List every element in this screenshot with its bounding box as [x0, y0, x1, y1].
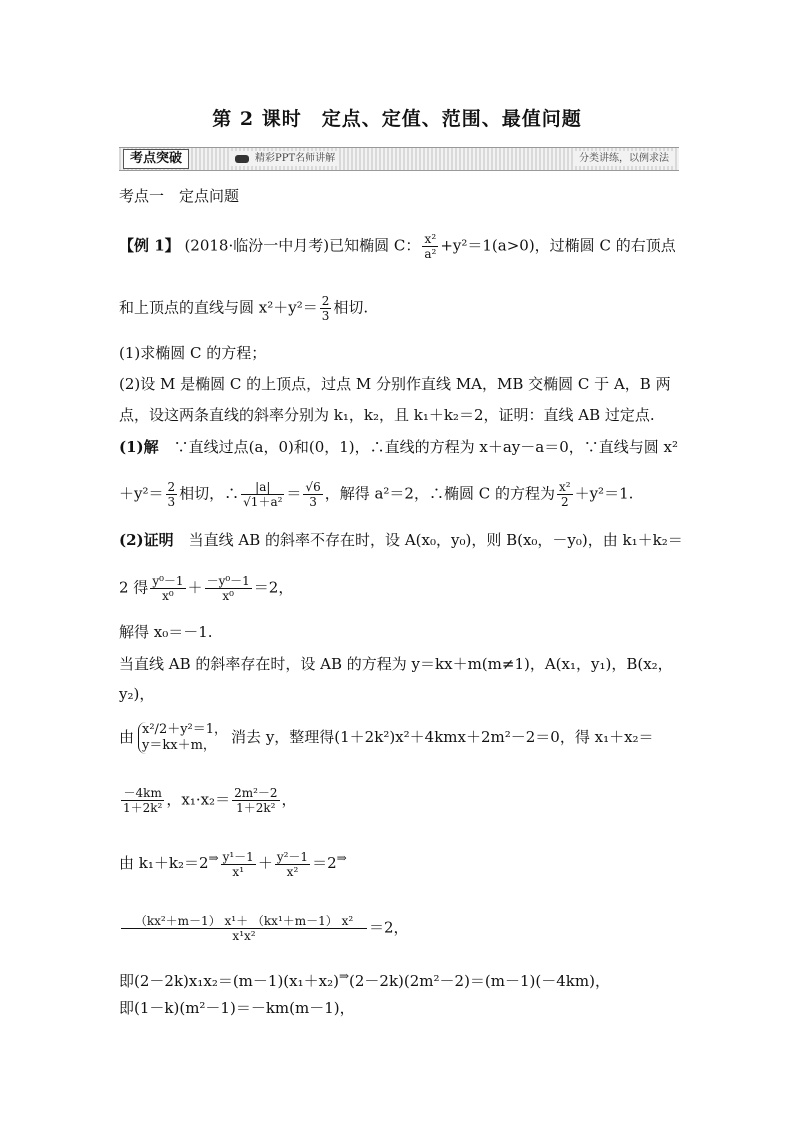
solution-1-line-2: ＋y²＝ $\frac{2}{3}$ 相切，∴ $\frac{|a|}{\text{√1＋a²}}$ ＝ $\frac{√6}{3}$ ，解得 a²＝2，∴椭圆 C 的方程为 $\frac{\text{x²}}{2}$ ＋y²＝1.: [119, 480, 634, 509]
implies-arrow-icon: ⇒: [338, 969, 350, 983]
solution-1-line-1: (1)解 ∵直线过点(a，0)和(0，1)，∴直线的方程为 x＋ay－a＝0，∵直线与圆 x²: [119, 438, 679, 456]
solution-2-line-11: 即(1－k)(m²－1)＝－km(m－1)，: [119, 999, 355, 1017]
solution-2-line-3: 解得 x₀＝－1.: [119, 623, 213, 641]
banner-tag: 考点突破: [123, 149, 189, 169]
example-line-1: 【例 1】 (2018·临汾一中月考)已知椭圆 C： $\frac{\text{x²}}{\text{a²}}$ +y²＝1(a>0)，过椭圆 C 的右顶点: [119, 232, 676, 261]
fraction: $\frac{\text{y⁰－1}}{\text{x⁰}}$: [152, 574, 184, 603]
fraction: $\frac{\text{2m²－2}}{\text{1＋2k²}}$: [234, 786, 278, 815]
ellipse-fraction: $\frac{\text{x²}}{\text{a²}}$: [424, 232, 437, 261]
pointing-hand-icon: [235, 155, 249, 163]
solution-2-system: 由 x²/2＋y²＝1， y＝kx＋m， 消去 y，整理得(1＋2k²)x²＋4kmx＋2m²－2＝0，得 x₁＋x₂＝: [119, 722, 654, 753]
solution-2-label: (2)证明: [119, 531, 174, 549]
solution-2-line-2: 2 得 $\frac{\text{y⁰－1}}{\text{x⁰}}$ ＋ $\frac{\text{－y⁰－1}}{\text{x⁰}}$ ＝2，: [119, 574, 294, 603]
fraction: $\frac{\text{－y⁰－1}}{\text{x⁰}}$: [206, 574, 250, 603]
section-heading: 考点一 定点问题: [119, 187, 240, 205]
solution-2-line-4: 当直线 AB 的斜率存在时，设 AB 的方程为 y＝kx＋m(m≠1)，A(x₁，y₁)，B(x₂，: [119, 655, 673, 673]
fraction: $\frac{\text{y²－1}}{\text{x²}}$: [276, 849, 309, 879]
equation-system-brace: x²/2＋y²＝1， y＝kx＋m，: [138, 722, 227, 754]
fraction: $\frac{√6}{3}$: [305, 480, 321, 509]
implies-arrow-icon: ⇒: [208, 851, 219, 865]
page-title: 第 2 课时 定点、定值、范围、最值问题: [212, 108, 582, 130]
fraction: $\frac{\text{y¹－1}}{\text{x¹}}$: [222, 849, 254, 879]
big-fraction: $\frac{\text{（kx²＋m－1） x¹＋ （kx¹＋m－1） x²}}{\text{x¹x²}}$: [121, 914, 367, 943]
banner-subtitle: 精彩PPT名师讲解: [231, 151, 339, 166]
circle-radius-fraction: $\frac{2}{3}$: [321, 294, 330, 323]
question-2-line-1: (2)设 M 是椭圆 C 的上顶点，过点 M 分别作直线 MA，MB 交椭圆 C 于 A，B 两: [119, 375, 671, 393]
solution-2-line-5: y₂)，: [119, 685, 155, 703]
fraction: $\frac{2}{3}$: [167, 480, 176, 509]
solution-2-vieta: $\frac{-4km}{\text{1＋2k²}}$ ，x₁·x₂＝ $\frac{\text{2m²－2}}{\text{1＋2k²}}$ ，: [123, 786, 297, 815]
solution-2-line-10: 即(2－2k)x₁x₂＝(m－1)(x₁＋x₂)⇒(2－2k)(2m²－2)＝(m－1)(－4km)，: [119, 969, 610, 990]
solution-2-line-1: (2)证明 当直线 AB 的斜率不存在时，设 A(x₀，y₀)，则 B(x₀，－y₀)，由 k₁＋k₂＝: [119, 531, 683, 549]
solution-2-big-fraction: $\frac{\text{（kx²＋m－1） x¹＋ （kx¹＋m－1） x²}}{\text{x¹x²}}$ ＝2，: [119, 914, 409, 943]
implies-arrow-icon: ⇒: [336, 851, 347, 865]
example-source: (2018·临汾一中月考): [184, 236, 330, 255]
question-2-line-2: 点，设这两条直线的斜率分别为 k₁，k₂，且 k₁＋k₂＝2，证明：直线 AB 过定点.: [119, 406, 655, 424]
example-label: 【例 1】: [119, 236, 180, 255]
example-line-2: 和上顶点的直线与圆 x²＋y²＝ $\frac{2}{3}$ 相切.: [119, 294, 369, 323]
question-1: (1)求椭圆 C 的方程；: [119, 344, 267, 362]
banner-right-text: 分类讲练，以例求法: [575, 151, 673, 166]
section-banner: [119, 147, 679, 171]
fraction: $\frac{-4km}{\text{1＋2k²}}$: [123, 786, 163, 815]
fraction: $\frac{\text{x²}}{2}$: [559, 480, 571, 509]
solution-2-slope-sum: 由 k₁＋k₂＝2⇒ $\frac{\text{y¹－1}}{\text{x¹}}$ ＋ $\frac{\text{y²－1}}{\text{x²}}$ ＝2⇒: [119, 849, 347, 879]
solution-1-label: (1)解: [119, 438, 159, 456]
fraction: $\frac{|a|}{\text{√1＋a²}}$: [243, 480, 283, 509]
